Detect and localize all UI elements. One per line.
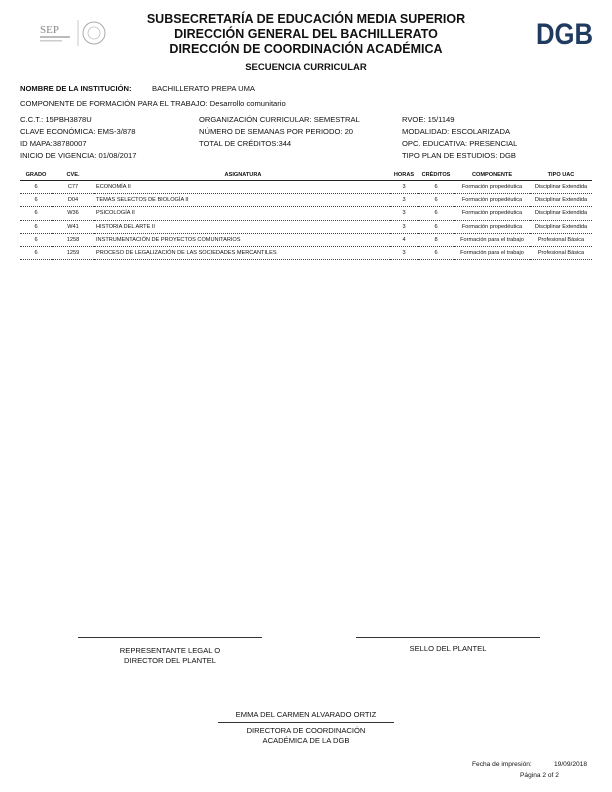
- signature-line-director: [78, 637, 262, 638]
- dgb-logo-text: DGB: [536, 18, 593, 51]
- signature-line-dgb: [218, 722, 394, 723]
- col-asignatura: ASIGNATURA: [94, 169, 390, 181]
- cell-grado: 6: [20, 181, 52, 194]
- col-horas: HORAS: [390, 169, 418, 181]
- modalidad: MODALIDAD: ESCOLARIZADA: [402, 127, 511, 136]
- clave-economica: CLAVE ECONÓMICA: EMS-3/878: [20, 127, 136, 136]
- col-cve: CVE.: [52, 169, 94, 181]
- opcion-educativa: OPC. EDUCATIVA: PRESENCIAL: [402, 139, 518, 148]
- cell-horas: 3: [390, 220, 418, 233]
- cell-creditos: 6: [418, 194, 454, 207]
- cell-asignatura: ECONOMÍA II: [94, 181, 390, 194]
- cell-tipo-uac: Disciplinar Extendida: [530, 194, 592, 207]
- sep-logo-text: SEP: [40, 24, 59, 36]
- subjects-table: [20, 169, 592, 260]
- organizacion-curricular: ORGANIZACIÓN CURRICULAR: SEMESTRAL: [199, 115, 360, 124]
- cell-componente: Formación propedéutica: [454, 220, 530, 233]
- cell-creditos: 6: [418, 181, 454, 194]
- institution-label: NOMBRE DE LA INSTITUCIÓN:: [20, 84, 132, 93]
- cell-componente: Formación propedéutica: [454, 194, 530, 207]
- col-tipo-uac: TIPO UAC: [530, 169, 592, 181]
- page-number: Página 2 of 2: [520, 772, 559, 779]
- component-value: Desarrollo comunitario: [209, 99, 286, 108]
- cell-tipo-uac: Disciplinar Extendida: [530, 181, 592, 194]
- cell-componente: Formación propedéutica: [454, 181, 530, 194]
- col-componente: COMPONENTE: [454, 169, 530, 181]
- table-row: [20, 220, 592, 233]
- cell-componente: Formación para el trabajo: [454, 233, 530, 246]
- cell-grado: 6: [20, 220, 52, 233]
- col-grado: GRADO: [20, 169, 52, 181]
- cell-creditos: 6: [418, 246, 454, 259]
- cell-grado: 6: [20, 207, 52, 220]
- cell-creditos: 8: [418, 233, 454, 246]
- header-title-3: DIRECCIÓN DE COORDINACIÓN ACADÉMICA: [169, 42, 443, 56]
- signatory-title-2: ACADÉMICA DE LA DGB: [262, 736, 350, 745]
- header-title-1: SUBSECRETARÍA DE EDUCACIÓN MEDIA SUPERIOR: [146, 12, 466, 26]
- signature-director-label-2: DIRECTOR DEL PLANTEL: [124, 656, 216, 665]
- cell-creditos: 6: [418, 220, 454, 233]
- cell-cve: 1258: [52, 233, 94, 246]
- cell-horas: 3: [390, 207, 418, 220]
- cell-cve: 1259: [52, 246, 94, 259]
- print-date-value: 19/09/2018: [554, 761, 588, 768]
- cell-cve: D04: [52, 194, 94, 207]
- signature-sello-label: SELLO DEL PLANTEL: [409, 644, 487, 653]
- cell-asignatura: TEMAS SELECTOS DE BIOLOGÍA II: [94, 194, 390, 207]
- rvoe: RVOE: 15/1149: [402, 115, 455, 124]
- institution-name: BACHILLERATO PREPA UMA: [152, 84, 255, 93]
- semanas-por-periodo: NÚMERO DE SEMANAS POR PERIODO: 20: [199, 127, 354, 136]
- cell-tipo-uac: Disciplinar Extendida: [530, 220, 592, 233]
- cell-asignatura: INSTRUMENTACIÓN DE PROYECTOS COMUNITARIOS: [94, 233, 390, 246]
- cell-horas: 3: [390, 181, 418, 194]
- cell-tipo-uac: Profesional Básica: [530, 233, 592, 246]
- header-title-2: DIRECCIÓN GENERAL DEL BACHILLERATO: [174, 27, 438, 41]
- table-row: [20, 207, 592, 220]
- cell-tipo-uac: Disciplinar Extendida: [530, 207, 592, 220]
- signature-line-sello: [356, 637, 540, 638]
- table-row: [20, 233, 592, 246]
- cell-asignatura: HISTORIA DEL ARTE II: [94, 220, 390, 233]
- cell-grado: 6: [20, 246, 52, 259]
- cell-componente: Formación propedéutica: [454, 207, 530, 220]
- cell-creditos: 6: [418, 207, 454, 220]
- component-row: [20, 99, 286, 109]
- table-row: [20, 194, 592, 207]
- cell-horas: 3: [390, 194, 418, 207]
- cct: C.C.T.: 15PBH3878U: [20, 115, 92, 124]
- id-mapa: ID MAPA:38780007: [20, 139, 87, 148]
- cell-cve: W36: [52, 207, 94, 220]
- signatory-name: EMMA DEL CARMEN ALVARADO ORTIZ: [235, 710, 377, 719]
- cell-grado: 6: [20, 233, 52, 246]
- cell-componente: Formación para el trabajo: [454, 246, 530, 259]
- component-label: COMPONENTE DE FORMACIÓN PARA EL TRABAJO:: [20, 99, 208, 108]
- col-creditos: CRÉDITOS: [418, 169, 454, 181]
- table-row: [20, 246, 592, 259]
- cell-grado: 6: [20, 194, 52, 207]
- cell-asignatura: PROCESO DE LEGALIZACIÓN DE LAS SOCIEDADES MERCANTILES: [94, 246, 390, 259]
- cell-cve: W41: [52, 220, 94, 233]
- table-row: [20, 181, 592, 194]
- print-date-label: Fecha de impresión:: [472, 761, 532, 768]
- tipo-plan-estudios: TIPO PLAN DE ESTUDIOS: DGB: [402, 151, 516, 160]
- cell-horas: 3: [390, 246, 418, 259]
- inicio-vigencia: INICIO DE VIGENCIA: 01/08/2017: [20, 151, 137, 160]
- table-header-row: [20, 169, 592, 181]
- cell-horas: 4: [390, 233, 418, 246]
- signature-director-label-1: REPRESENTANTE LEGAL O: [119, 646, 221, 655]
- document-subtitle: SECUENCIA CURRICULAR: [245, 62, 367, 73]
- cell-tipo-uac: Profesional Básica: [530, 246, 592, 259]
- total-creditos: TOTAL DE CRÉDITOS:344: [199, 139, 292, 148]
- cell-asignatura: PSICOLOGÍA II: [94, 207, 390, 220]
- signatory-title-1: DIRECTORA DE COORDINACIÓN: [246, 726, 366, 735]
- cell-cve: C77: [52, 181, 94, 194]
